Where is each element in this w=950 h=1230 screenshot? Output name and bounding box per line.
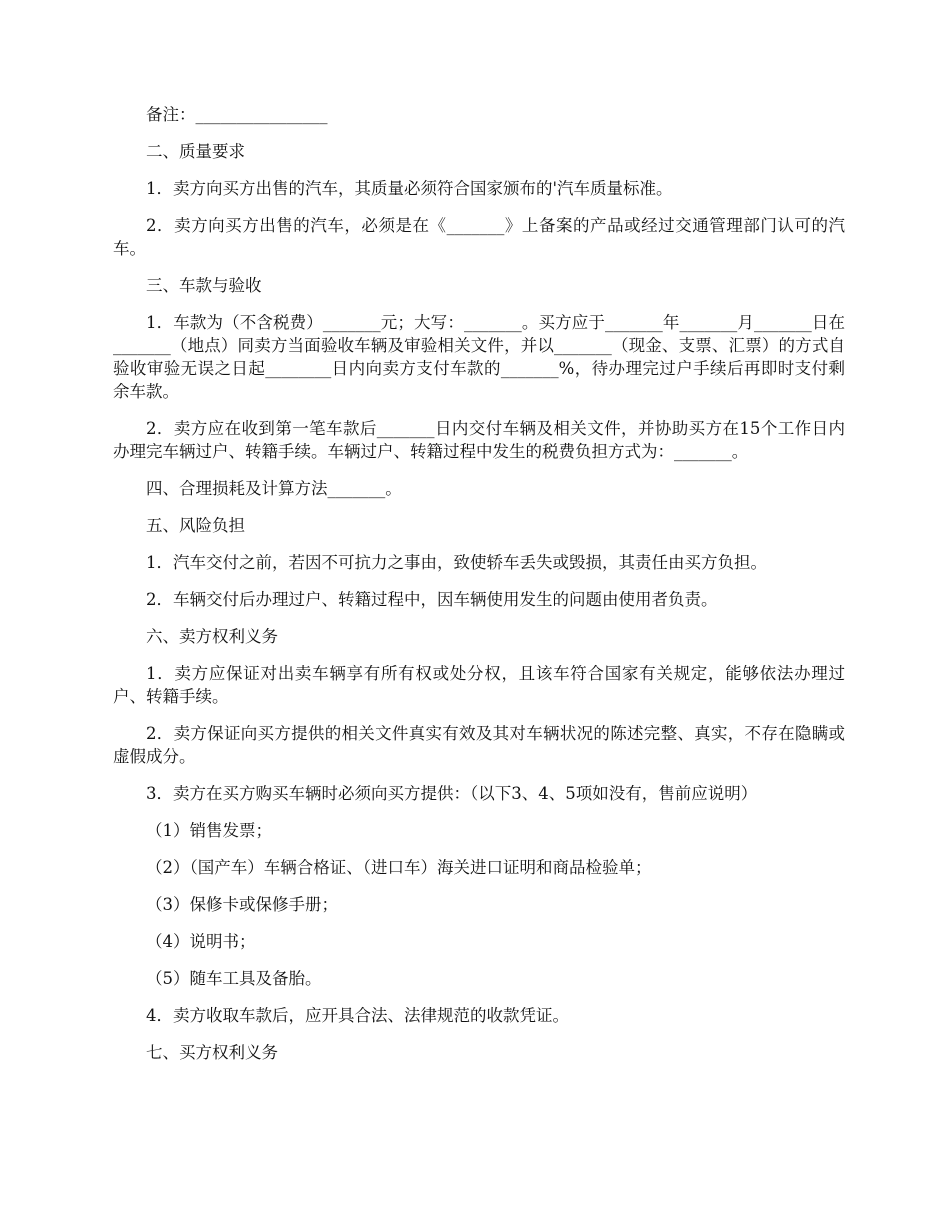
clause-risk-1: 1．汽车交付之前，若因不可抗力之事由，致使轿车丢失或毁损，其责任由买方负担。 (146, 553, 767, 572)
list-item-manual: （4）说明书； (146, 932, 256, 951)
section-heading-loss: 四、合理损耗及计算方法_______。 (146, 479, 402, 498)
remarks-line: 备注：________________ (146, 105, 328, 124)
section-heading-payment: 三、车款与验收 (146, 276, 262, 295)
clause-seller-2: 2．卖方保证向买方提供的相关文件真实有效及其对车辆状况的陈述完整、真实，不存在隐瞒或虚假成分。 (113, 724, 845, 766)
section-heading-seller: 六、卖方权利义务 (146, 627, 278, 646)
clause-seller-1: 1．卖方应保证对出卖车辆享有所有权或处分权，且该车符合国家有关规定，能够依法办理过户、转籍手续。 (113, 664, 845, 706)
clause-seller-4: 4．卖方收取车款后，应开具合法、法律规范的收款凭证。 (146, 1006, 569, 1025)
section-heading-risk: 五、风险负担 (146, 516, 245, 535)
section-heading-buyer: 七、买方权利义务 (146, 1043, 278, 1062)
list-item-invoice: （1）销售发票； (146, 821, 272, 840)
clause-payment-2: 2．卖方应在收到第一笔车款后_______日内交付车辆及相关文件，并协助买方在15个工作日内办理完车辆过户、转籍手续。车辆过户、转籍过程中发生的税费负担方式为：_______。 (113, 419, 845, 461)
clause-seller-3: 3．卖方在买方购买车辆时必须向买方提供：（以下3、4、5项如没有，售前应说明） (146, 784, 758, 803)
list-item-warranty: （3）保修卡或保修手册； (146, 895, 338, 914)
list-item-tools: （5）随车工具及备胎。 (146, 969, 322, 988)
clause-quality-1: 1．卖方向买方出售的汽车，其质量必须符合国家颁布的'汽车质量标准。 (146, 179, 673, 198)
document-body (113, 103, 845, 1078)
clause-quality-2: 2．卖方向买方出售的汽车，必须是在《_______》上备案的产品或经过交通管理部门认可的汽车。 (113, 216, 845, 258)
section-heading-quality: 二、质量要求 (146, 142, 245, 161)
clause-payment-1: 1．车款为（不含税费）_______元；大写：_______。买方应于_______年_______月_______日在_______（地点）同卖方当面验收车辆及审验相关文件，并以_______（现金、支票、汇票）的方式自验收审验无误之日起________日内向卖方支付车款的_______%，待办理完过户手续后再即时支付剩余车款。 (113, 313, 845, 401)
clause-risk-2: 2．车辆交付后办理过户、转籍过程中，因车辆使用发生的问题由使用者负责。 (146, 590, 718, 609)
list-item-certificate: （2）（国产车）车辆合格证、（进口车）海关进口证明和商品检验单； (146, 858, 652, 877)
